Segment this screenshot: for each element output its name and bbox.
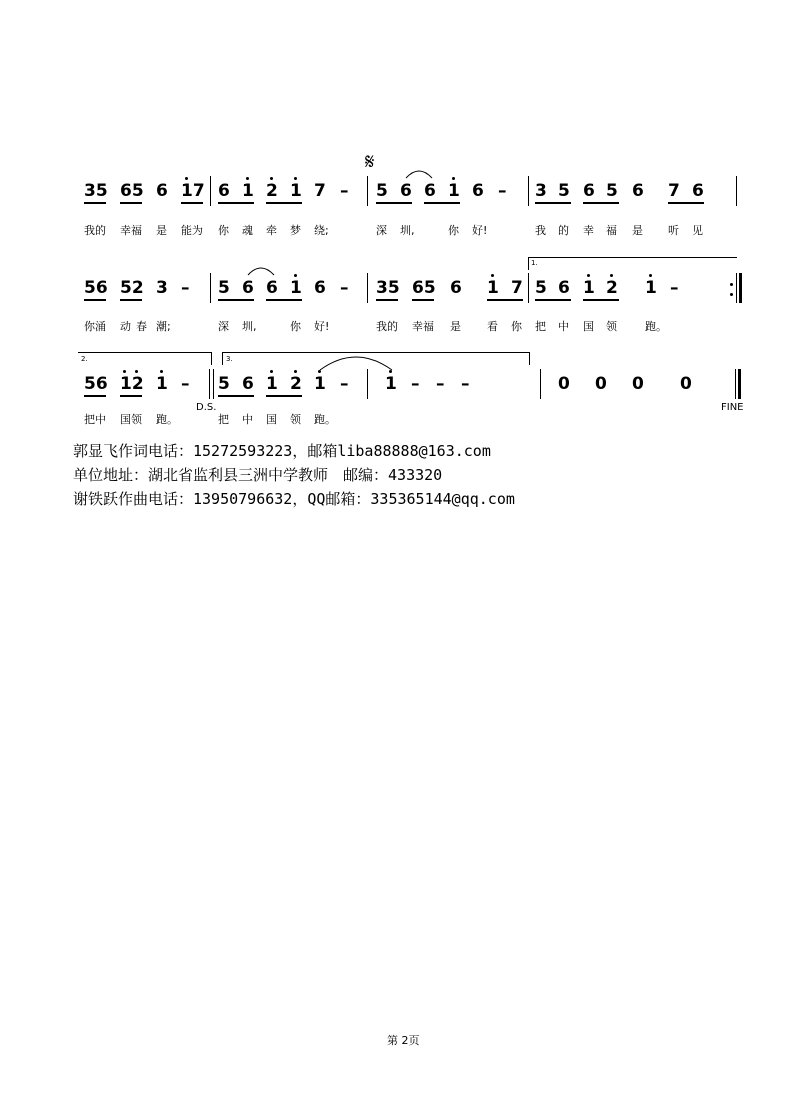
note: 1 — [242, 181, 254, 201]
barline — [367, 176, 368, 206]
dash: – — [340, 278, 349, 298]
octave-dot — [246, 177, 249, 180]
octave-dot — [491, 274, 494, 277]
barline — [367, 273, 368, 303]
lyric: 跑。 — [645, 320, 667, 333]
note-group: 65 — [120, 181, 144, 201]
octave-dot — [185, 177, 188, 180]
lyric: 把中 — [84, 413, 106, 426]
underline — [84, 395, 106, 397]
dash: – — [181, 374, 190, 394]
note: 6 — [450, 278, 462, 298]
lyric: 绕; — [314, 224, 329, 237]
note: 1 — [448, 181, 460, 201]
lyric: 你 — [448, 224, 459, 237]
repeat-dot — [730, 283, 733, 286]
note: 1 — [645, 278, 657, 298]
barline — [528, 176, 529, 206]
note-group: 56 — [84, 278, 108, 298]
underline — [412, 299, 434, 301]
lyricist-contact: 郭显飞作词电话：15272593223，邮箱liba88888@163.com — [73, 442, 491, 460]
barline — [367, 369, 368, 399]
lyric: 你 — [218, 224, 229, 237]
note: 1 — [290, 278, 302, 298]
note: 6 — [400, 181, 412, 201]
note: 3 — [156, 278, 168, 298]
lyric: 圳, — [400, 224, 415, 237]
dash: – — [340, 181, 349, 201]
underline — [84, 202, 106, 204]
lyric: 国 — [583, 320, 594, 333]
dash: – — [436, 374, 445, 394]
lyric: 好! — [314, 320, 330, 333]
lyric: 深 — [218, 320, 229, 333]
octave-dot — [123, 370, 126, 373]
underline — [535, 202, 571, 204]
note: 1 — [266, 374, 278, 394]
lyric: 我 — [535, 224, 546, 237]
lyric: 国 — [266, 413, 277, 426]
note-group: 65 — [412, 278, 436, 298]
lyric: 你涌 — [84, 320, 106, 333]
underline — [535, 299, 571, 301]
lyric: 把 — [535, 320, 546, 333]
rest: 0 — [680, 374, 692, 394]
note: 6 — [472, 181, 484, 201]
lyric: 春 — [136, 320, 147, 333]
note: 7 — [511, 278, 523, 298]
lyric: 潮; — [156, 320, 171, 333]
underline — [181, 202, 203, 204]
lyric: 国领 — [120, 413, 142, 426]
barline — [528, 273, 529, 303]
octave-dot — [587, 274, 590, 277]
underline — [120, 202, 142, 204]
note: 5 — [218, 278, 230, 298]
underline — [583, 202, 619, 204]
note: 6 — [558, 278, 570, 298]
note: 5 — [376, 181, 388, 201]
rest: 0 — [558, 374, 570, 394]
note-group: 17 — [181, 181, 205, 201]
note: 5 — [606, 181, 618, 201]
underline — [120, 299, 142, 301]
volta-bracket-2 — [78, 352, 212, 365]
lyric: 看 — [487, 320, 498, 333]
dash: – — [340, 374, 349, 394]
underline — [583, 299, 619, 301]
underline — [218, 299, 254, 301]
note-group: 35 — [84, 181, 108, 201]
octave-dot — [135, 370, 138, 373]
note-group: 52 — [120, 278, 144, 298]
repeat-barline — [739, 273, 742, 303]
note: 1 — [314, 374, 326, 394]
note: 2 — [266, 181, 278, 201]
rest: 0 — [632, 374, 644, 394]
lyric: 幸 — [583, 224, 594, 237]
note: 6 — [242, 374, 254, 394]
lyric: 幸福 — [120, 224, 142, 237]
volta-number: 2. — [81, 355, 88, 363]
dash: – — [670, 278, 679, 298]
repeat-barline — [736, 273, 737, 303]
underline — [84, 299, 106, 301]
lyric: 跑。 — [156, 413, 178, 426]
lyric: 领 — [290, 413, 301, 426]
underline — [376, 299, 398, 301]
underline — [424, 202, 460, 204]
lyric: 能为 — [181, 224, 203, 237]
underline — [266, 299, 302, 301]
barline — [736, 176, 737, 206]
address-line: 单位地址：湖北省监利县三洲中学教师 邮编：433320 — [73, 466, 443, 484]
volta-bracket-1 — [528, 257, 737, 270]
lyric: 福 — [606, 224, 617, 237]
octave-dot — [610, 274, 613, 277]
underline — [487, 299, 523, 301]
note-group: 35 — [376, 278, 400, 298]
note: 6 — [424, 181, 436, 201]
lyric: 深 — [376, 224, 387, 237]
note: 6 — [218, 181, 230, 201]
note: 2 — [606, 278, 618, 298]
octave-dot — [270, 177, 273, 180]
note: 1 — [156, 374, 168, 394]
underline — [266, 202, 302, 204]
final-barline — [735, 369, 736, 399]
lyric: 幸福 — [412, 320, 434, 333]
octave-dot — [160, 370, 163, 373]
lyric: 牵 — [266, 224, 277, 237]
note: 7 — [314, 181, 326, 201]
tie — [318, 350, 394, 372]
composer-contact: 谢铁跃作曲电话：13950796632，QQ邮箱：335365144@qq.com — [73, 490, 515, 508]
underline — [218, 202, 254, 204]
lyric: 是 — [450, 320, 461, 333]
barline — [210, 176, 211, 206]
final-barline — [738, 369, 741, 399]
lyric: 梦 — [290, 224, 301, 237]
underline — [668, 202, 704, 204]
dash: – — [411, 374, 420, 394]
slur — [246, 263, 276, 277]
lyric: 是 — [632, 224, 643, 237]
note-group: 56 — [84, 374, 108, 394]
lyric: 领 — [606, 320, 617, 333]
octave-dot — [294, 274, 297, 277]
note: 6 — [583, 181, 595, 201]
note: 6 — [692, 181, 704, 201]
note: 1 — [487, 278, 499, 298]
note-group: 12 — [120, 374, 144, 394]
fine-marking: FINE — [721, 402, 744, 413]
lyric: 听 — [668, 224, 679, 237]
note: 6 — [266, 278, 278, 298]
barline — [209, 369, 210, 399]
lyric: 中 — [558, 320, 569, 333]
lyric: 跑。 — [314, 413, 336, 426]
note: 6 — [242, 278, 254, 298]
page-number: 第 2页 — [387, 1034, 420, 1047]
volta-number: 3. — [226, 355, 233, 363]
note: 1 — [385, 374, 397, 394]
underline — [376, 202, 412, 204]
underline — [266, 395, 302, 397]
note: 5 — [558, 181, 570, 201]
volta-number: 1. — [531, 259, 538, 267]
note: 1 — [583, 278, 595, 298]
note: 6 — [632, 181, 644, 201]
repeat-dot — [730, 293, 733, 296]
barline — [213, 369, 214, 399]
octave-dot — [649, 274, 652, 277]
segno-icon: 𝄋 — [365, 150, 375, 175]
dash: – — [181, 278, 190, 298]
ds-marking: D.S. — [196, 402, 217, 413]
underline — [218, 395, 254, 397]
dash: – — [498, 181, 507, 201]
lyric: 圳, — [242, 320, 257, 333]
octave-dot — [294, 370, 297, 373]
slur — [404, 166, 434, 180]
note: 1 — [290, 181, 302, 201]
note: 6 — [156, 181, 168, 201]
lyric: 动 — [120, 320, 131, 333]
octave-dot — [452, 177, 455, 180]
note: 2 — [290, 374, 302, 394]
lyric: 是 — [156, 224, 167, 237]
note: 7 — [668, 181, 680, 201]
lyric: 我的 — [376, 320, 398, 333]
rest: 0 — [595, 374, 607, 394]
dash: – — [461, 374, 470, 394]
lyric: 我的 — [84, 224, 106, 237]
lyric: 见 — [692, 224, 703, 237]
octave-dot — [294, 177, 297, 180]
lyric: 中 — [242, 413, 253, 426]
lyric: 你 — [511, 320, 522, 333]
lyric: 魂 — [242, 224, 253, 237]
note: 3 — [535, 181, 547, 201]
note: 6 — [314, 278, 326, 298]
barline — [210, 273, 211, 303]
note: 5 — [535, 278, 547, 298]
lyric: 好! — [472, 224, 488, 237]
octave-dot — [270, 370, 273, 373]
barline — [540, 369, 541, 399]
lyric: 把 — [218, 413, 229, 426]
lyric: 你 — [290, 320, 301, 333]
underline — [120, 395, 142, 397]
lyric: 的 — [558, 224, 569, 237]
note: 5 — [218, 374, 230, 394]
